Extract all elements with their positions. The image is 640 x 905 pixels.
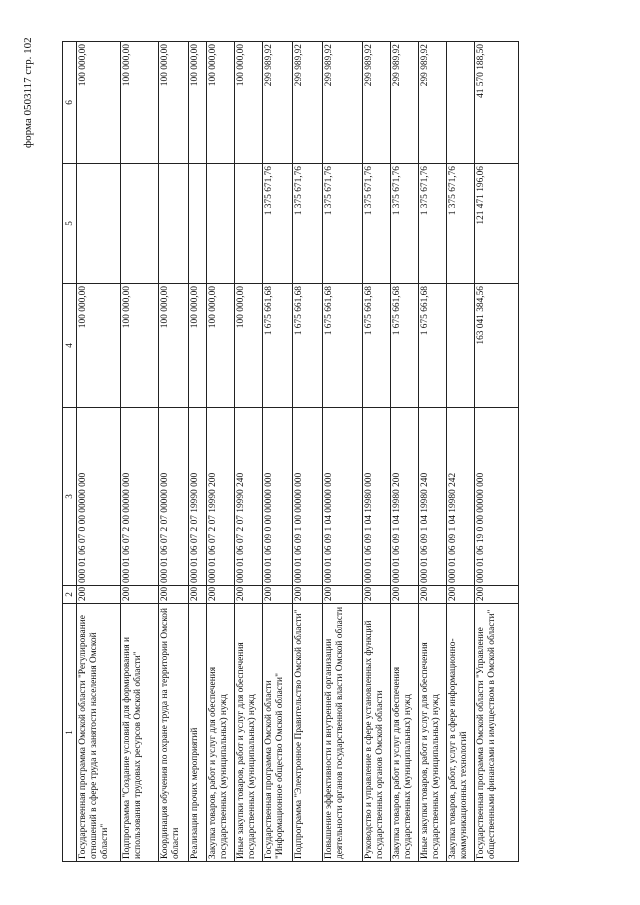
row-col4-cell: 100 000,00 (158, 284, 188, 408)
row-line-code-cell: 200 (446, 586, 474, 604)
table-row (362, 42, 390, 862)
header-col-2: 2 (63, 586, 77, 604)
row-col4-cell: 100 000,00 (206, 284, 234, 408)
table-row (446, 42, 474, 862)
row-col6-cell: 100 000,00 (206, 42, 234, 164)
row-col4-cell: 100 000,00 (120, 284, 158, 408)
row-name-cell: Государственная программа Омской области "Управление общественными финансами и имуществом в Омской области" (474, 604, 518, 862)
row-budget-code-cell: 000 01 06 07 2 07 00000 000 (158, 408, 188, 586)
row-budget-code-cell: 000 01 06 09 0 00 00000 000 (262, 408, 292, 586)
table-row (120, 42, 158, 862)
row-name-cell: Иные закупки товаров, работ и услуг для обеспечения государственных (муниципальных) нужд (418, 604, 446, 862)
row-budget-code-cell: 000 01 06 09 1 04 19980 200 (390, 408, 418, 586)
table-row (188, 42, 206, 862)
row-col6-cell: 100 000,00 (188, 42, 206, 164)
row-col5-cell: 1 375 671,76 (292, 164, 322, 284)
table-row (322, 42, 362, 862)
row-col5-cell: 1 375 671,76 (322, 164, 362, 284)
row-name-cell: Закупка товаров, работ, услуг в сфере информационно-коммуникационных технологий (446, 604, 474, 862)
header-col-5: 5 (63, 164, 77, 284)
row-col5-cell: 1 375 671,76 (446, 164, 474, 284)
row-col6-cell: 100 000,00 (234, 42, 262, 164)
row-col4-cell: 100 000,00 (188, 284, 206, 408)
row-budget-code-cell: 000 01 06 09 1 04 19980 242 (446, 408, 474, 586)
row-line-code-cell: 200 (158, 586, 188, 604)
row-col4-cell: 1 675 661,68 (322, 284, 362, 408)
row-col4-cell: 100 000,00 (234, 284, 262, 408)
row-name-cell: Подпрограмма "Электронное Правительство Омской области" (292, 604, 322, 862)
row-col4-cell (446, 284, 474, 408)
row-line-code-cell: 200 (418, 586, 446, 604)
row-budget-code-cell: 000 01 06 09 1 04 00000 000 (322, 408, 362, 586)
row-col5-cell: 1 375 671,76 (362, 164, 390, 284)
row-col4-cell: 163 041 384,56 (474, 284, 518, 408)
row-col5-cell: 1 375 671,76 (262, 164, 292, 284)
row-budget-code-cell: 000 01 06 09 1 04 19980 240 (418, 408, 446, 586)
row-col6-cell: 299 989,92 (390, 42, 418, 164)
row-col6-cell: 299 989,92 (322, 42, 362, 164)
table-row (158, 42, 188, 862)
row-line-code-cell: 200 (474, 586, 518, 604)
row-name-cell: Подпрограмма "Создание условий для формирования и использования трудовых ресурсов Омской области" (120, 604, 158, 862)
table-row (474, 42, 518, 862)
row-budget-code-cell: 000 01 06 07 2 00 00000 000 (120, 408, 158, 586)
row-col5-cell (188, 164, 206, 284)
row-col4-cell: 1 675 661,68 (418, 284, 446, 408)
row-line-code-cell: 200 (262, 586, 292, 604)
row-line-code-cell: 200 (188, 586, 206, 604)
row-budget-code-cell: 000 01 06 07 2 07 19990 000 (188, 408, 206, 586)
table-row (292, 42, 322, 862)
row-name-cell: Координация обучения по охране труда на территории Омской области (158, 604, 188, 862)
row-line-code-cell: 200 (206, 586, 234, 604)
row-col5-cell (206, 164, 234, 284)
header-col-4: 4 (63, 284, 77, 408)
row-name-cell: Государственная программа Омской области "Информационное общество Омской области" (262, 604, 292, 862)
row-col6-cell: 100 000,00 (76, 42, 120, 164)
row-col6-cell: 100 000,00 (158, 42, 188, 164)
table-row (206, 42, 234, 862)
table-row (418, 42, 446, 862)
header-col-6: 6 (63, 42, 77, 164)
row-col4-cell: 1 675 661,68 (262, 284, 292, 408)
row-col6-cell: 299 989,92 (292, 42, 322, 164)
table-body (76, 42, 518, 862)
row-col6-cell (446, 42, 474, 164)
row-col5-cell: 1 375 671,76 (390, 164, 418, 284)
row-col4-cell: 1 675 661,68 (362, 284, 390, 408)
row-col6-cell: 100 000,00 (120, 42, 158, 164)
row-col4-cell: 100 000,00 (76, 284, 120, 408)
row-budget-code-cell: 000 01 06 07 2 07 19990 200 (206, 408, 234, 586)
row-col5-cell: 1 375 671,76 (418, 164, 446, 284)
table-row (76, 42, 120, 862)
row-line-code-cell: 200 (120, 586, 158, 604)
form-page-label: форма 0503117 стр. 102 (22, 37, 34, 148)
row-budget-code-cell: 000 01 06 09 1 00 00000 000 (292, 408, 322, 586)
row-col5-cell (158, 164, 188, 284)
row-col5-cell (120, 164, 158, 284)
row-col6-cell: 299 989,92 (262, 42, 292, 164)
row-line-code-cell: 200 (362, 586, 390, 604)
row-budget-code-cell: 000 01 06 19 0 00 00000 000 (474, 408, 518, 586)
row-col4-cell: 1 675 661,68 (390, 284, 418, 408)
row-name-cell: Реализация прочих мероприятий (188, 604, 206, 862)
report-table (62, 41, 519, 862)
row-name-cell: Закупка товаров, работ и услуг для обеспечения государственных (муниципальных) нужд (206, 604, 234, 862)
header-col-3: 3 (63, 408, 77, 586)
row-budget-code-cell: 000 01 06 09 1 04 19980 000 (362, 408, 390, 586)
header-row (63, 42, 77, 862)
row-budget-code-cell: 000 01 06 07 0 00 00000 000 (76, 408, 120, 586)
row-col5-cell (76, 164, 120, 284)
row-col4-cell: 1 675 661,68 (292, 284, 322, 408)
row-name-cell: Иные закупки товаров, работ и услуг для обеспечения государственных (муниципальных) нужд (234, 604, 262, 862)
row-col5-cell: 121 471 196,06 (474, 164, 518, 284)
table-row (262, 42, 292, 862)
row-col6-cell: 299 989,92 (418, 42, 446, 164)
header-col-1: 1 (63, 604, 77, 862)
row-col5-cell (234, 164, 262, 284)
report-table-container (62, 42, 604, 862)
row-name-cell: Повышение эффективности и внутренней организации деятельности органов государственной власти Омской области (322, 604, 362, 862)
row-name-cell: Государственная программа Омской области "Регулирование отношений в сфере труда и занятости населения Омской области" (76, 604, 120, 862)
row-col6-cell: 41 570 188,50 (474, 42, 518, 164)
table-row (234, 42, 262, 862)
row-line-code-cell: 200 (292, 586, 322, 604)
row-line-code-cell: 200 (322, 586, 362, 604)
row-line-code-cell: 200 (234, 586, 262, 604)
table-row (390, 42, 418, 862)
row-line-code-cell: 200 (76, 586, 120, 604)
row-col6-cell: 299 989,92 (362, 42, 390, 164)
row-name-cell: Закупка товаров, работ и услуг для обеспечения государственных (муниципальных) нужд (390, 604, 418, 862)
row-budget-code-cell: 000 01 06 07 2 07 19990 240 (234, 408, 262, 586)
row-name-cell: Руководство и управление в сфере установленных функций государственных органов Омской области (362, 604, 390, 862)
row-line-code-cell: 200 (390, 586, 418, 604)
